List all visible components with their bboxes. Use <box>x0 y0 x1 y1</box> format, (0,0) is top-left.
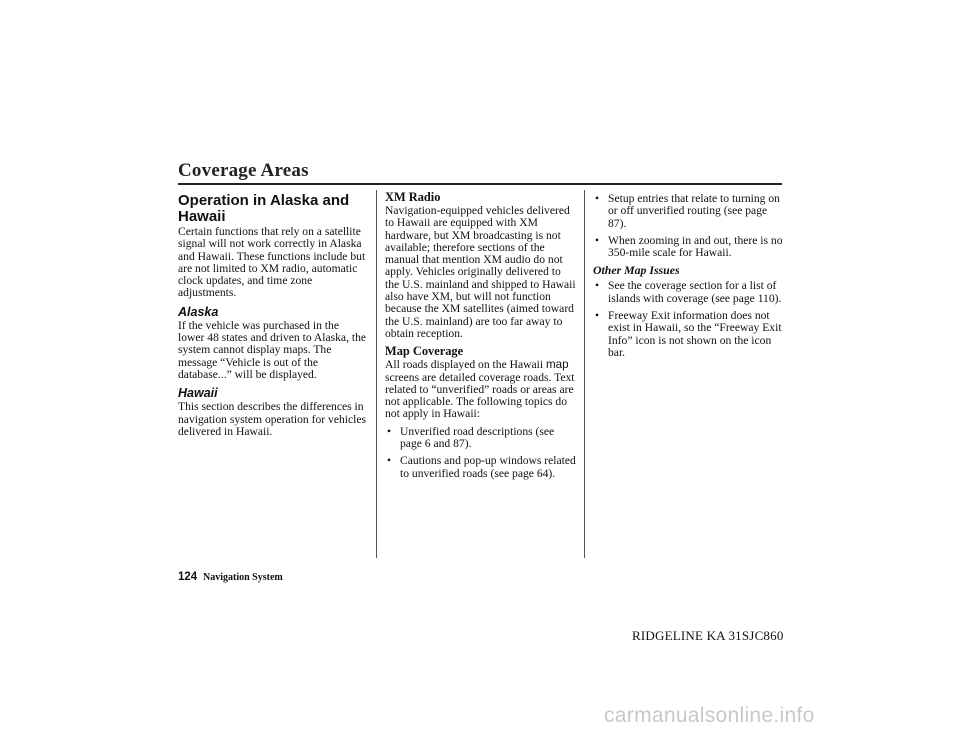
page-title: Coverage Areas <box>178 160 309 181</box>
xm-radio-paragraph: Navigation-equipped vehicles delivered to Hawaii are equipped with XM hardware, but XM broadcasting is not available; therefore sections of the manual that mention XM audio do not apply. Vehicles originally delivered to the U.S. mainland and shipped to Hawaii also have XM, but will not function because the XM satellites (aimed toward the U.S. mainland) are too far away to obtain reception. <box>385 204 576 340</box>
column-2 <box>385 191 577 485</box>
bullet: • <box>387 454 392 468</box>
list-item: • Cautions and pop-up windows related to unverified roads (see page 64). <box>387 454 576 480</box>
title-rule <box>178 183 782 185</box>
bullet: • <box>387 424 392 438</box>
map-coverage-text-a: All roads displayed on the Hawaii <box>385 358 544 372</box>
footer-label: Navigation System <box>203 572 283 583</box>
list-item: • Freeway Exit information does not exist in Hawaii, so the “Freeway Exit Info” icon is not shown on the icon bar. <box>595 309 782 359</box>
other-map-issues-heading: Other Map Issues <box>593 263 680 278</box>
map-coverage-paragraph <box>385 359 577 420</box>
other-issues-list <box>593 280 783 359</box>
section-heading: Operation in Alaska and Hawaii <box>178 192 350 225</box>
page-number: 124 <box>178 571 198 583</box>
xm-radio-heading: XM Radio <box>385 190 441 204</box>
map-coverage-heading: Map Coverage <box>385 344 464 359</box>
list-item: • When zooming in and out, there is no 350-mile scale for Hawaii. <box>595 233 783 260</box>
intro-paragraph: Certain functions that rely on a satellite signal will not work correctly in Alaska and Hawaii. These functions include but are not limited to XM radio, automatic clock updates, and time zone adjustments. <box>178 225 366 300</box>
list-item: • See the coverage section for a list of islands with coverage (see page 110). <box>595 279 782 305</box>
bullet: • <box>595 309 600 323</box>
list-item: • Setup entries that relate to turning on or off unverified routing (see page 87). <box>595 192 780 230</box>
column-3 <box>593 191 783 364</box>
not-applicable-list <box>385 426 577 480</box>
column-divider <box>376 190 377 558</box>
watermark: carmanualsonline.info <box>604 704 815 727</box>
map-word: map <box>546 358 569 372</box>
bullet: • <box>595 233 600 247</box>
bullet: • <box>595 192 600 205</box>
map-coverage-text-b: screens are detailed coverage roads. Text related to “unverified” roads or areas are not applicable. The following topics do not apply in Hawaii: <box>385 370 575 421</box>
not-applicable-list-continued <box>593 193 783 259</box>
model-code: RIDGELINE KA 31SJC860 <box>632 628 784 643</box>
alaska-paragraph: If the vehicle was purchased in the lower 48 states and driven to Alaska, the system cannot display maps. The message “Vehicle is out of the database...” will be displayed. <box>178 318 367 381</box>
hawaii-paragraph: This section describes the differences in navigation system operation for vehicles delivered in Hawaii. <box>178 400 367 438</box>
bullet: • <box>595 279 600 293</box>
list-item: • Unverified road descriptions (see page 6 and 87). <box>387 424 555 451</box>
column-1 <box>178 191 368 438</box>
column-divider <box>584 190 585 558</box>
hawaii-heading: Hawaii <box>178 386 218 401</box>
alaska-heading: Alaska <box>178 304 219 319</box>
